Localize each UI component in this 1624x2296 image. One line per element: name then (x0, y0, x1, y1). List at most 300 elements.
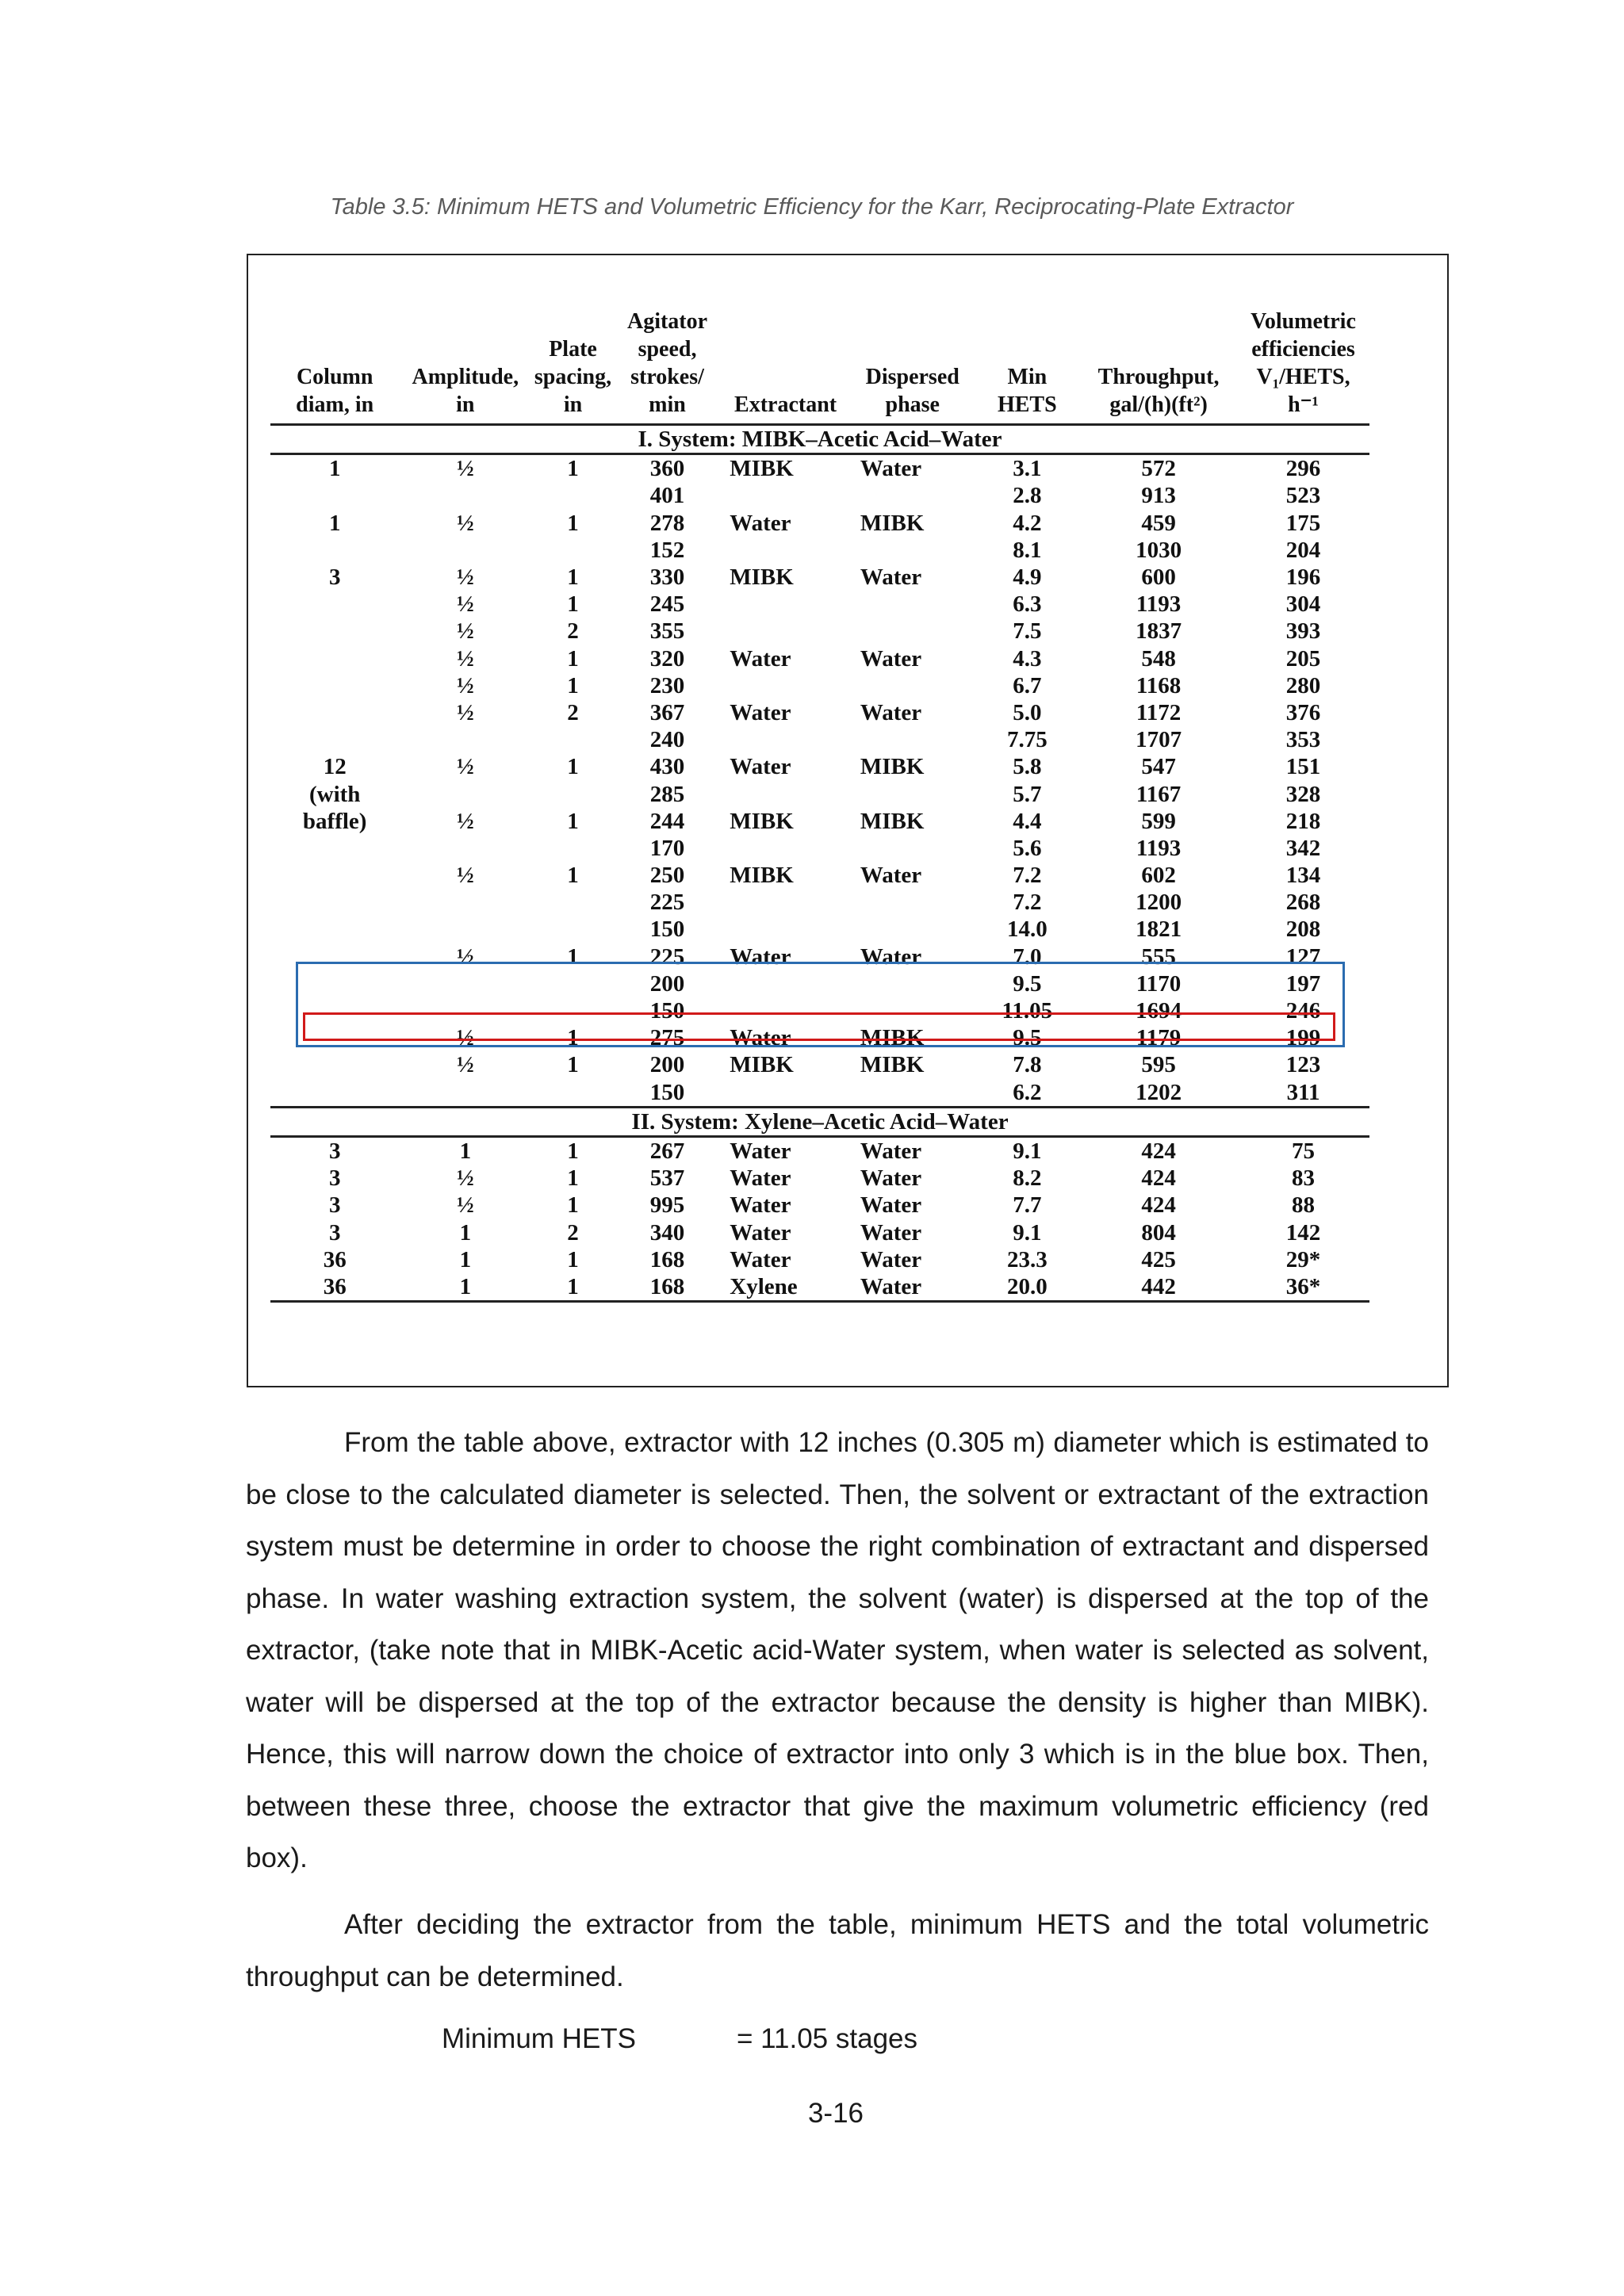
cell-efficiency: 199 (1285, 1025, 1321, 1051)
cell-dispersed: MIBK (860, 1025, 925, 1051)
system2-body (270, 1107, 1369, 1301)
table-row (270, 1136, 1369, 1165)
cell-speed: 150 (649, 998, 685, 1024)
cell-spacing: 1 (567, 1025, 579, 1051)
cell-speed: 240 (649, 727, 685, 753)
cell-hets: 6.3 (1013, 591, 1042, 618)
cell-hets: 9.1 (1013, 1219, 1042, 1246)
cell-throughput: 1837 (1136, 618, 1182, 645)
cell-extractant: MIBK (730, 808, 794, 834)
cell-extractant (720, 537, 851, 564)
cell-spacing: 1 (567, 1138, 579, 1164)
cell-spacing: 1 (567, 943, 579, 970)
cell-hets: 4.3 (1013, 645, 1042, 672)
cell-hets: 3.1 (1013, 456, 1042, 482)
cell-amplitude: 1 (459, 1246, 472, 1272)
cell-dispersed: Water (860, 699, 922, 725)
system1-heading: I. System: MIBK–Acetic Acid–Water (270, 425, 1369, 454)
cell-dispersed: Water (860, 1219, 922, 1246)
table-row (270, 672, 1369, 699)
cell-diam: baffle) (302, 808, 367, 834)
table-row (270, 454, 1369, 483)
cell-dispersed (851, 780, 975, 807)
cell-speed: 200 (649, 970, 685, 997)
cell-throughput: 547 (1141, 754, 1176, 780)
cell-throughput: 599 (1141, 808, 1176, 834)
cell-speed: 995 (649, 1192, 685, 1219)
cell-amplitude: ½ (456, 699, 474, 725)
cell-diam: 12 (323, 754, 347, 780)
cell-amplitude: ½ (456, 863, 474, 889)
cell-efficiency: 175 (1285, 510, 1321, 536)
cell-spacing: 1 (567, 1192, 579, 1219)
table-row (270, 1246, 1369, 1273)
cell-hets: 23.3 (1006, 1246, 1048, 1272)
cell-hets: 7.0 (1013, 943, 1042, 970)
cell-efficiency: 142 (1285, 1219, 1321, 1246)
cell-extractant (720, 482, 851, 509)
cell-diam (270, 672, 399, 699)
cell-throughput: 602 (1141, 863, 1176, 889)
cell-spacing: 1 (567, 754, 579, 780)
cell-spacing (531, 780, 615, 807)
cell-amplitude: 1 (459, 1219, 472, 1246)
cell-extractant (720, 916, 851, 943)
cell-dispersed (851, 482, 975, 509)
cell-hets: 5.6 (1013, 835, 1042, 861)
cell-amplitude: ½ (456, 645, 474, 672)
table-row (270, 916, 1369, 943)
cell-spacing: 1 (567, 1165, 579, 1192)
cell-diam (270, 645, 399, 672)
cell-amplitude (399, 1079, 531, 1108)
cell-speed: 168 (649, 1246, 685, 1272)
cell-dispersed: MIBK (860, 1052, 925, 1078)
cell-amplitude: ½ (456, 618, 474, 645)
cell-dispersed: Water (860, 1192, 922, 1219)
cell-amplitude: ½ (456, 754, 474, 780)
cell-amplitude (399, 835, 531, 862)
cell-diam (270, 537, 399, 564)
cell-throughput: 595 (1141, 1052, 1176, 1078)
cell-efficiency: 523 (1285, 483, 1321, 509)
cell-throughput: 572 (1141, 456, 1176, 482)
table-row (270, 726, 1369, 753)
table-row (270, 699, 1369, 726)
cell-dispersed (851, 537, 975, 564)
header-col-efficiency: Volumetric efficiencies V₁/HETS, h⁻¹ (1237, 308, 1369, 425)
table-row (270, 862, 1369, 889)
cell-extractant (720, 835, 851, 862)
cell-spacing: 1 (567, 456, 579, 482)
system1-heading-row (270, 425, 1369, 454)
cell-speed: 278 (649, 510, 685, 536)
cell-efficiency: 134 (1285, 863, 1321, 889)
cell-hets: 6.7 (1013, 672, 1042, 698)
cell-hets: 7.75 (1006, 727, 1048, 753)
cell-hets: 4.4 (1013, 808, 1042, 834)
cell-spacing (531, 835, 615, 862)
cell-hets: 14.0 (1006, 916, 1048, 943)
cell-spacing: 2 (567, 618, 579, 645)
cell-amplitude: 1 (399, 1273, 531, 1302)
cell-amplitude: ½ (456, 510, 474, 536)
header-row (270, 308, 1369, 425)
table-row (270, 1051, 1369, 1078)
cell-diam (270, 726, 399, 753)
cell-amplitude: ½ (456, 1192, 474, 1219)
cell-extractant (720, 1079, 851, 1108)
cell-spacing (531, 916, 615, 943)
cell-hets: 7.2 (1013, 863, 1042, 889)
table-row (270, 645, 1369, 672)
table-row (270, 1079, 1369, 1108)
cell-extractant: Water (730, 1165, 791, 1192)
paragraph-1: From the table above, extractor with 12 inches (0.305 m) diameter which is estimated to be close to the calculated diameter is selected. Then, the solvent or extractant of the extraction system must be determine in order to choose the right combination of extractant and dispersed phase. In water washing extraction system, the solvent (water) is dispersed at the top of the extractor, (take note that in MIBK-Acetic acid-Water system, when water is selected as solvent, water will be dispersed at the top of the extractor because the density is higher than MIBK). Hence, this will narrow down the choice of extractor into only 3 which is in the blue box. Then, between these three, choose the extractor that give the maximum volumetric efficiency (red box). (246, 1427, 1429, 1873)
cell-throughput: 913 (1141, 483, 1176, 509)
cell-dispersed: Water (860, 1165, 922, 1192)
cell-throughput: 1707 (1136, 727, 1182, 753)
table-row (270, 618, 1369, 645)
cell-extractant: MIBK (730, 564, 794, 591)
cell-speed: 225 (649, 943, 685, 970)
table-row (270, 835, 1369, 862)
cell-throughput: 1694 (1136, 998, 1182, 1024)
cell-spacing (531, 726, 615, 753)
cell-efficiency: 205 (1285, 645, 1321, 672)
header-col-hets: Min HETS (975, 308, 1080, 425)
cell-efficiency: 280 (1285, 672, 1321, 698)
cell-efficiency: 304 (1285, 591, 1321, 618)
paragraph-2: After deciding the extractor from the table, minimum HETS and the total volumetric throughput can be determined. (246, 1909, 1429, 1992)
cell-hets: 5.8 (1013, 754, 1042, 780)
cell-spacing (531, 482, 615, 509)
cell-spacing: 1 (567, 1052, 579, 1078)
cell-amplitude (399, 537, 531, 564)
table-row (270, 808, 1369, 835)
header-col-dispersed: Dispersed phase (851, 308, 975, 425)
cell-hets: 7.2 (1013, 890, 1042, 916)
cell-hets: 7.5 (1013, 618, 1042, 645)
cell-spacing: 1 (567, 564, 579, 591)
cell-diam (270, 591, 399, 618)
cell-amplitude: ½ (456, 943, 474, 970)
cell-extractant: Xylene (720, 1273, 851, 1302)
cell-spacing: 1 (567, 672, 579, 698)
table-row (270, 1219, 1369, 1246)
cell-spacing (531, 1079, 615, 1108)
system2-heading-row (270, 1107, 1369, 1136)
table-row (270, 780, 1369, 807)
cell-diam: (with (308, 781, 361, 807)
cell-spacing: 1 (531, 1273, 615, 1302)
cell-diam: 36 (270, 1273, 399, 1302)
cell-extractant: Water (730, 1025, 791, 1051)
cell-speed: 401 (649, 483, 685, 509)
cell-efficiency: 127 (1285, 943, 1321, 970)
cell-throughput: 1168 (1136, 672, 1182, 698)
cell-speed: 244 (649, 808, 685, 834)
cell-amplitude: 1 (459, 1138, 472, 1164)
cell-diam (270, 1079, 399, 1108)
cell-speed: 330 (649, 564, 685, 591)
table-row (270, 591, 1369, 618)
cell-extractant: Water (730, 510, 791, 536)
cell-spacing: 1 (567, 645, 579, 672)
cell-diam: 3 (328, 1219, 341, 1246)
table-row (270, 1273, 1369, 1302)
cell-throughput: 555 (1141, 943, 1176, 970)
cell-hets: 6.2 (975, 1079, 1080, 1108)
header-col-extractant: Extractant (720, 308, 851, 425)
cell-efficiency: 393 (1285, 618, 1321, 645)
cell-diam (270, 862, 399, 889)
cell-hets: 8.2 (1013, 1165, 1042, 1192)
cell-dispersed: Water (860, 1138, 922, 1164)
cell-speed: 537 (649, 1165, 685, 1192)
cell-efficiency: 204 (1285, 537, 1321, 563)
cell-spacing: 2 (567, 699, 579, 725)
cell-amplitude: ½ (456, 1165, 474, 1192)
cell-throughput: 459 (1141, 510, 1176, 536)
cell-dispersed (851, 672, 975, 699)
table-row (270, 753, 1369, 780)
cell-dispersed (851, 1079, 975, 1108)
cell-throughput: 1030 (1136, 537, 1182, 563)
red-highlight-box (303, 1012, 1335, 1041)
cell-efficiency: 328 (1285, 781, 1321, 807)
table-row (270, 1192, 1369, 1219)
cell-extractant: Water (730, 1138, 791, 1164)
cell-throughput: 1821 (1136, 916, 1182, 943)
cell-extractant (720, 618, 851, 645)
cell-speed: 285 (649, 781, 685, 807)
cell-dispersed: Water (860, 943, 922, 970)
page-number: 3-16 (807, 2098, 864, 2129)
cell-hets: 11.05 (1002, 998, 1053, 1024)
cell-extractant (720, 591, 851, 618)
cell-dispersed: Water (860, 863, 922, 889)
cell-spacing: 1 (567, 863, 579, 889)
cell-diam (270, 482, 399, 509)
cell-hets: 4.2 (1013, 510, 1042, 536)
cell-speed: 170 (649, 835, 685, 861)
system2-heading: II. System: Xylene–Acetic Acid–Water (270, 1107, 1369, 1136)
cell-extractant: MIBK (730, 1052, 794, 1078)
table-frame (247, 254, 1449, 1387)
hets-table (270, 308, 1369, 1303)
cell-throughput: 1167 (1136, 781, 1182, 807)
cell-speed: 200 (649, 1052, 685, 1078)
cell-extractant: Water (730, 1192, 791, 1219)
cell-throughput: 1170 (1136, 970, 1182, 997)
cell-spacing (531, 889, 615, 916)
cell-diam: 3 (328, 1165, 341, 1192)
cell-throughput: 424 (1141, 1165, 1176, 1192)
cell-hets: 7.7 (1013, 1192, 1042, 1219)
cell-throughput: 804 (1141, 1219, 1176, 1246)
cell-throughput: 424 (1141, 1138, 1176, 1164)
cell-speed: 152 (649, 537, 685, 563)
cell-dispersed: Water (860, 456, 922, 482)
cell-amplitude: ½ (456, 564, 474, 591)
header-col-speed: Agitator speed, strokes/ min (615, 308, 720, 425)
cell-extractant (720, 780, 851, 807)
cell-throughput: 424 (1141, 1192, 1176, 1219)
cell-dispersed (851, 835, 975, 862)
cell-dispersed: MIBK (860, 510, 925, 536)
cell-dispersed (851, 591, 975, 618)
cell-extractant: MIBK (730, 863, 794, 889)
cell-diam (270, 916, 399, 943)
cell-diam: 1 (328, 510, 341, 536)
cell-extractant: Water (730, 699, 791, 725)
cell-amplitude: ½ (456, 591, 474, 618)
cell-extractant: MIBK (730, 456, 794, 482)
cell-spacing: 1 (567, 510, 579, 536)
cell-amplitude (399, 482, 531, 509)
cell-dispersed: Water (860, 645, 922, 672)
cell-extractant: Water (730, 754, 791, 780)
cell-throughput: 1172 (1136, 699, 1182, 725)
result-value: = 11.05 stages (737, 2023, 917, 2054)
cell-hets: 5.0 (1013, 699, 1042, 725)
cell-dispersed: Water (851, 1273, 975, 1302)
table-row (270, 564, 1369, 591)
cell-amplitude: ½ (456, 456, 474, 482)
cell-throughput: 548 (1141, 645, 1176, 672)
cell-efficiency: 342 (1285, 835, 1321, 861)
cell-extractant (720, 889, 851, 916)
cell-extractant: Water (730, 1219, 791, 1246)
cell-speed: 150 (615, 1079, 720, 1108)
header-col-throughput: Throughput, gal/(h)(ft²) (1080, 308, 1237, 425)
cell-efficiency: 376 (1285, 699, 1321, 725)
table-row (270, 510, 1369, 537)
cell-spacing: 1 (567, 808, 579, 834)
cell-dispersed: Water (860, 564, 922, 591)
cell-diam: 3 (328, 564, 341, 591)
cell-speed: 355 (649, 618, 685, 645)
cell-hets: 9.5 (1013, 1025, 1042, 1051)
cell-efficiency: 75 (1292, 1138, 1316, 1164)
cell-hets: 9.5 (1013, 970, 1042, 997)
cell-efficiency: 196 (1285, 564, 1321, 591)
cell-speed: 267 (649, 1138, 685, 1164)
table-caption: Table 3.5: Minimum HETS and Volumetric Efficiency for the Karr, Reciprocating-Plate Extractor (330, 194, 1294, 220)
cell-hets: 9.1 (1013, 1138, 1042, 1164)
cell-efficiency: 83 (1292, 1165, 1316, 1192)
cell-dispersed (851, 916, 975, 943)
cell-speed: 150 (649, 916, 685, 943)
cell-speed: 360 (649, 456, 685, 482)
cell-efficiency: 246 (1285, 998, 1321, 1024)
cell-dispersed: Water (860, 1246, 922, 1272)
cell-diam (270, 1051, 399, 1078)
cell-extractant (720, 672, 851, 699)
cell-efficiency: 29* (1285, 1246, 1321, 1272)
cell-speed: 225 (649, 890, 685, 916)
cell-throughput: 1202 (1080, 1079, 1237, 1108)
cell-efficiency: 197 (1285, 970, 1321, 997)
cell-dispersed (851, 618, 975, 645)
cell-speed: 230 (649, 672, 685, 698)
cell-speed: 367 (649, 699, 685, 725)
cell-amplitude (399, 916, 531, 943)
cell-diam (270, 618, 399, 645)
cell-efficiency: 88 (1292, 1192, 1316, 1219)
cell-dispersed: MIBK (860, 808, 925, 834)
cell-extractant (720, 726, 851, 753)
cell-amplitude: ½ (456, 808, 474, 834)
cell-hets: 7.8 (1013, 1052, 1042, 1078)
cell-efficiency: 353 (1285, 727, 1321, 753)
cell-dispersed (851, 726, 975, 753)
cell-diam: 36 (323, 1246, 347, 1272)
cell-speed: 168 (615, 1273, 720, 1302)
cell-hets: 4.9 (1013, 564, 1042, 591)
table-row (270, 537, 1369, 564)
cell-efficiency: 296 (1285, 456, 1321, 482)
cell-speed: 340 (649, 1219, 685, 1246)
cell-diam (270, 699, 399, 726)
cell-hets: 20.0 (975, 1273, 1080, 1302)
cell-spacing (531, 537, 615, 564)
cell-throughput: 1193 (1136, 591, 1182, 618)
cell-throughput: 442 (1080, 1273, 1237, 1302)
cell-dispersed: MIBK (860, 754, 925, 780)
cell-speed: 320 (649, 645, 685, 672)
cell-throughput: 425 (1141, 1246, 1176, 1272)
cell-diam: 1 (328, 456, 341, 482)
cell-throughput: 1200 (1136, 890, 1182, 916)
cell-diam: 3 (328, 1192, 341, 1219)
cell-amplitude (399, 780, 531, 807)
table-row (270, 482, 1369, 509)
cell-hets: 8.1 (1013, 537, 1042, 563)
cell-dispersed (851, 889, 975, 916)
cell-amplitude (399, 889, 531, 916)
cell-efficiency: 311 (1237, 1079, 1369, 1108)
cell-efficiency: 218 (1285, 808, 1321, 834)
cell-speed: 245 (649, 591, 685, 618)
cell-throughput: 600 (1141, 564, 1176, 591)
cell-spacing: 2 (567, 1219, 579, 1246)
result-label: Minimum HETS (442, 2023, 637, 2054)
cell-throughput: 1193 (1136, 835, 1182, 861)
cell-diam: 3 (328, 1138, 341, 1164)
cell-diam (270, 889, 399, 916)
cell-amplitude (399, 726, 531, 753)
cell-amplitude: ½ (456, 672, 474, 698)
table-row (270, 1165, 1369, 1192)
cell-diam (270, 835, 399, 862)
cell-throughput: 1179 (1136, 1025, 1182, 1051)
table-row (270, 889, 1369, 916)
header-col-diam: Column diam, in (270, 308, 399, 425)
cell-extractant: Water (730, 1246, 791, 1272)
cell-speed: 275 (649, 1025, 685, 1051)
cell-efficiency: 36* (1237, 1273, 1369, 1302)
header-col-spacing: Plate spacing, in (531, 308, 615, 425)
cell-efficiency: 123 (1285, 1052, 1321, 1078)
cell-efficiency: 208 (1285, 916, 1321, 943)
cell-hets: 5.7 (1013, 781, 1042, 807)
cell-efficiency: 151 (1285, 754, 1321, 780)
cell-spacing: 1 (567, 1246, 579, 1272)
cell-amplitude: ½ (456, 1052, 474, 1078)
cell-spacing: 1 (567, 591, 579, 618)
